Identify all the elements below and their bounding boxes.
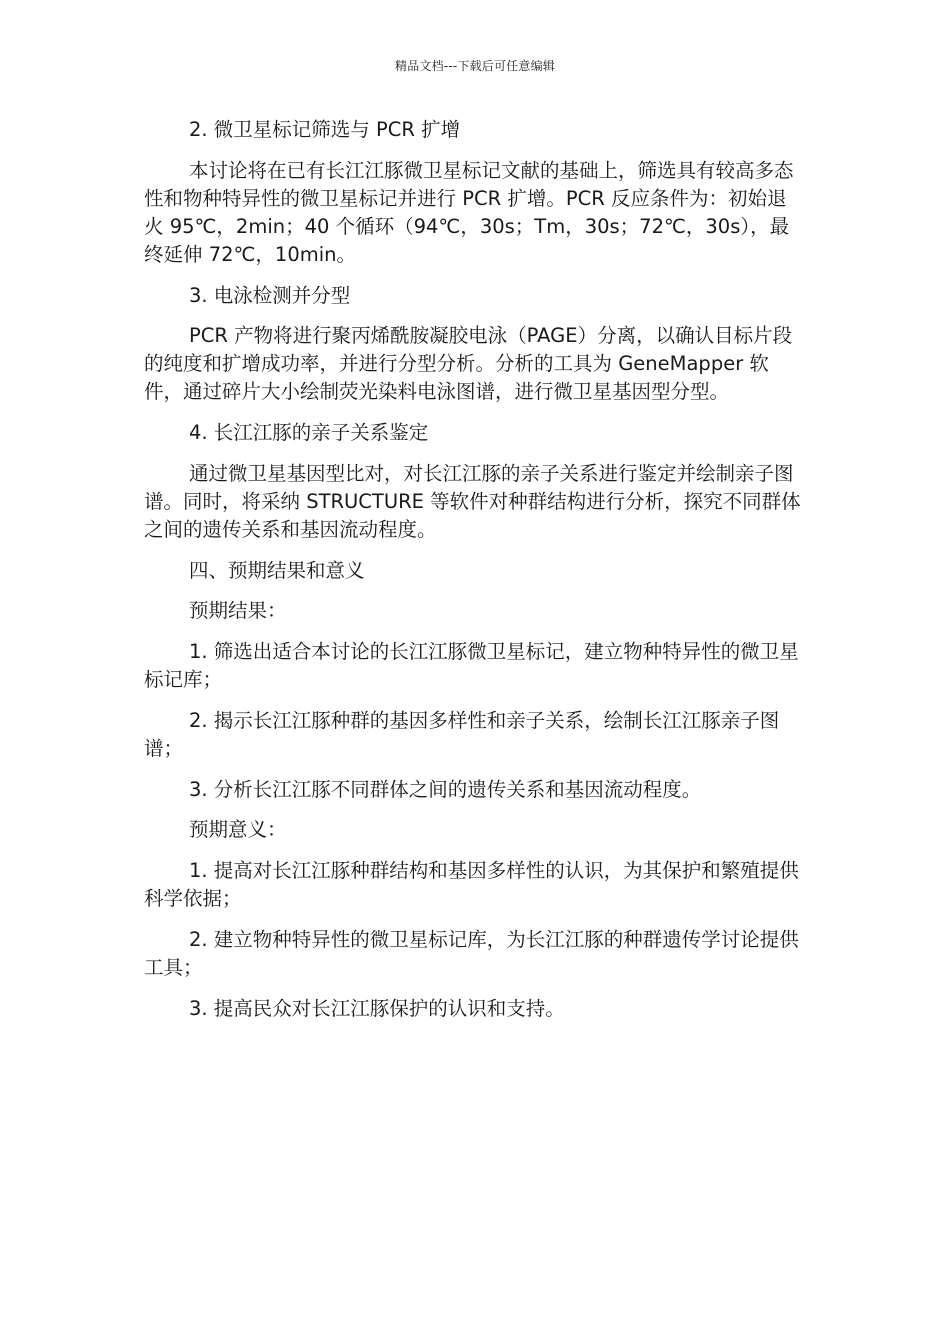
list-item-significance-1: 1. 提高对长江江豚种群结构和基因多样性的认识，为其保护和繁殖提供科学依据； [144,858,799,910]
list-item-significance-3: 3. 提高民众对长江江豚保护的认识和支持。 [189,996,565,1020]
paragraph-parentage: 通过微卫星基因型比对，对长江江豚的亲子关系进行鉴定并绘制亲子图谱。同时，将采纳 STRUCTURE 等软件对种群结构进行分析，探究不同群体之间的遗传关系和基因流动程度。 [144,461,801,541]
paragraph-electrophoresis: PCR 产物将进行聚丙烯酰胺凝胶电泳（PAGE）分离，以确认目标片段的纯度和扩增成功率，并进行分型分析。分析的工具为 GeneMapper 软件，通过碎片大小绘制荧光染料电泳图谱，进行微卫星基因型分型。 [144,324,793,403]
paragraph-pcr-amplification: 本讨论将在已有长江江豚微卫星标记文献的基础上，筛选具有较高多态性和物种特异性的微卫星标记并进行 PCR 扩增。PCR 反应条件为：初始退火 95℃，2min；40 个循环（94℃，30s；Tm，30s；72℃，30s），最终延伸 72℃，10min。 [144,158,794,266]
list-item-result-2: 2. 揭示长江江豚种群的基因多样性和亲子关系，绘制长江江豚亲子图谱； [144,708,780,760]
section-heading-parentage: 4. 长江江豚的亲子关系鉴定 [189,421,429,444]
subheading-expected-significance: 预期意义： [189,818,287,841]
subheading-expected-results: 预期结果： [189,599,287,622]
list-item-result-1: 1. 筛选出适合本讨论的长江江豚微卫星标记，建立物种特异性的微卫星标记库； [144,639,799,691]
list-item-result-3: 3. 分析长江江豚不同群体之间的遗传关系和基因流动程度。 [189,777,702,801]
page-header: 精品文档---下载后可任意编辑 [395,59,555,73]
section-heading-electrophoresis: 3. 电泳检测并分型 [189,283,351,307]
document-body [144,116,804,1035]
section-heading-expected-results: 四、预期结果和意义 [189,558,365,582]
section-heading-marker-screening: 2. 微卫星标记筛选与 PCR 扩增 [189,118,461,141]
list-item-significance-2: 2. 建立物种特异性的微卫星标记库，为长江江豚的种群遗传学讨论提供工具； [144,927,799,979]
